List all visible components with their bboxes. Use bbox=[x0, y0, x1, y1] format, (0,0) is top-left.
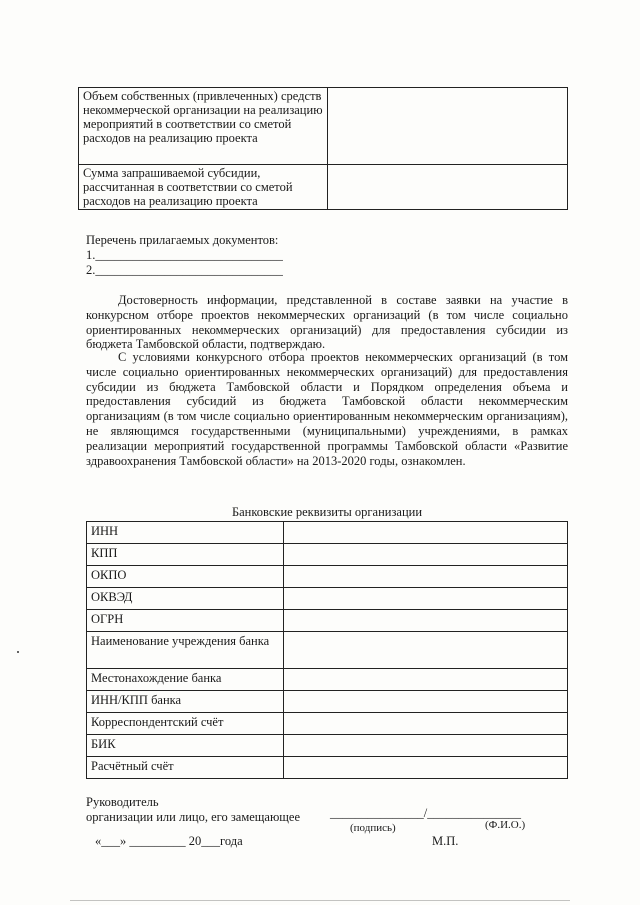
okpo-value[interactable] bbox=[284, 566, 568, 588]
signature-caption: (подпись) bbox=[350, 822, 396, 834]
subsidy-amount-value[interactable] bbox=[328, 165, 568, 210]
table-row bbox=[87, 544, 568, 566]
inn-label: ИНН bbox=[87, 522, 284, 544]
table-row bbox=[87, 566, 568, 588]
table-row bbox=[87, 735, 568, 757]
kpp-value[interactable] bbox=[284, 544, 568, 566]
table-row bbox=[87, 757, 568, 779]
inn-value[interactable] bbox=[284, 522, 568, 544]
document-item-2[interactable]: 2.______________________________ bbox=[86, 263, 283, 277]
bank-inn-kpp-label: ИНН/КПП банка bbox=[87, 691, 284, 713]
table-row bbox=[87, 588, 568, 610]
funding-table bbox=[78, 87, 568, 210]
corr-account-label: Корреспондентский счёт bbox=[87, 713, 284, 735]
bank-name-label: Наименование учреждения банка bbox=[87, 632, 284, 669]
scan-dot bbox=[17, 651, 19, 653]
document-item-1[interactable]: 1.______________________________ bbox=[86, 248, 283, 262]
okved-value[interactable] bbox=[284, 588, 568, 610]
table-row bbox=[87, 610, 568, 632]
fio-caption: (Ф.И.О.) bbox=[485, 819, 526, 831]
bank-inn-kpp-value[interactable] bbox=[284, 691, 568, 713]
bank-name-value[interactable] bbox=[284, 632, 568, 669]
scan-edge-line bbox=[70, 900, 570, 901]
bik-label: БИК bbox=[87, 735, 284, 757]
okved-label: ОКВЭД bbox=[87, 588, 284, 610]
table-row bbox=[87, 691, 568, 713]
bank-details-title: Банковские реквизиты организации bbox=[231, 505, 423, 519]
table-row bbox=[79, 165, 568, 210]
table-row bbox=[87, 669, 568, 691]
signature-line[interactable]: _______________/_______________ bbox=[330, 806, 521, 820]
own-funds-value[interactable] bbox=[328, 88, 568, 165]
table-row bbox=[87, 713, 568, 735]
table-row bbox=[87, 522, 568, 544]
table-row bbox=[79, 88, 568, 165]
stamp-label: М.П. bbox=[432, 834, 459, 848]
acknowledgement-paragraph: С условиями конкурсного отбора проектов некоммерческих организаций (в том числе социально ориентированных некоммерческих организаций) для предоставления субсидии из бюджета Тамбовской области и Порядком определения объема и предоставления субсидий из бюджета Тамбовской области некоммерческим организациям (в том числе социально ориентированным некоммерческим организациям), не являющимся государственными (муниципальными) учреждениями, в рамках реализации мероприятий государственной программы Тамбовской области «Развитие здравоохранения Тамбовской области» на 2013-2020 годы, ознакомлен. bbox=[86, 350, 568, 468]
corr-account-value[interactable] bbox=[284, 713, 568, 735]
subsidy-amount-label: Сумма запрашиваемой субсидии, рассчитанная в соответствии со сметой расходов на реализацию проекта bbox=[79, 165, 328, 210]
bank-location-label: Местонахождение банка bbox=[87, 669, 284, 691]
settlement-account-value[interactable] bbox=[284, 757, 568, 779]
settlement-account-label: Расчётный счёт bbox=[87, 757, 284, 779]
bank-details-table bbox=[86, 521, 568, 779]
date-line[interactable]: «___» _________ 20___года bbox=[95, 834, 243, 848]
confirmation-paragraph: Достоверность информации, представленной в составе заявки на участие в конкурсном отборе проектов некоммерческих организаций (в том числе социально ориентированных некоммерческих организаций) для предоставления субсидии из бюджета Тамбовской области, подтверждаю. bbox=[86, 293, 568, 352]
ogrn-label: ОГРН bbox=[87, 610, 284, 632]
ogrn-value[interactable] bbox=[284, 610, 568, 632]
own-funds-label: Объем собственных (привлеченных) средств некоммерческой организации на реализацию мероприятий в соответствии со сметой расходов на реализацию проекта bbox=[79, 88, 328, 165]
bik-value[interactable] bbox=[284, 735, 568, 757]
okpo-label: ОКПО bbox=[87, 566, 284, 588]
table-row bbox=[87, 632, 568, 669]
bank-location-value[interactable] bbox=[284, 669, 568, 691]
head-subtitle: организации или лицо, его замещающее bbox=[86, 810, 301, 824]
head-title: Руководитель bbox=[86, 795, 159, 809]
kpp-label: КПП bbox=[87, 544, 284, 566]
documents-title: Перечень прилагаемых документов: bbox=[86, 233, 279, 247]
